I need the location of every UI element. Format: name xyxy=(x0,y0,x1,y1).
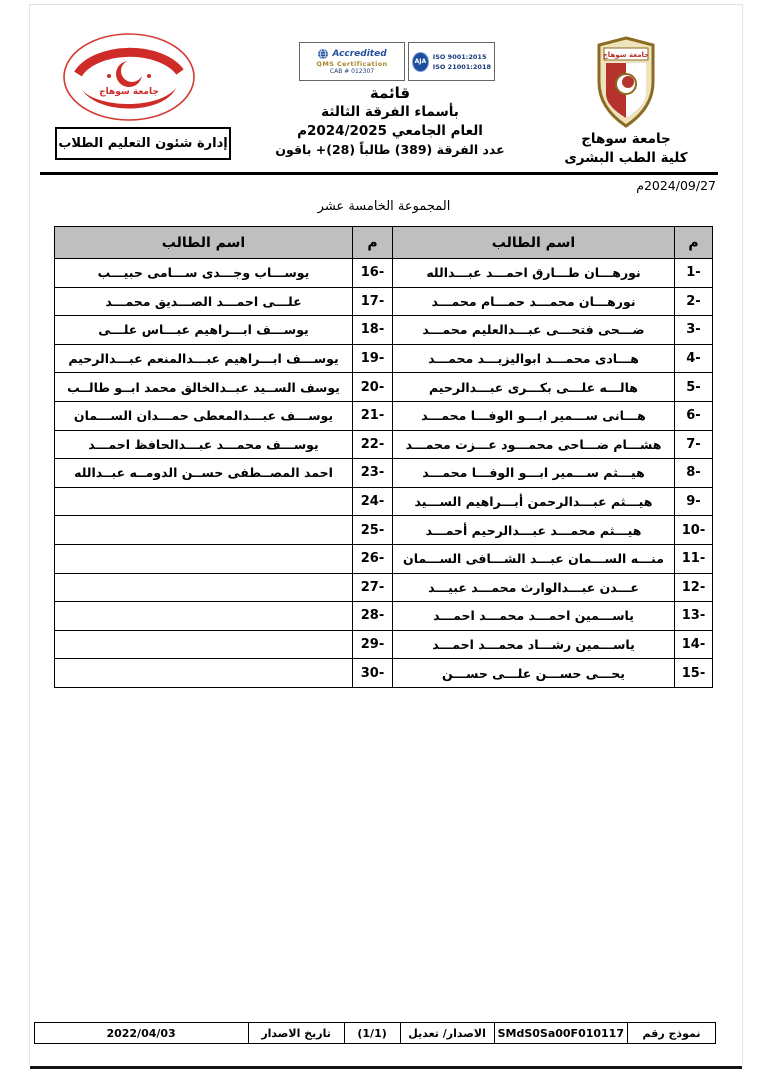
table-row xyxy=(55,630,713,659)
student-name: هـــادى محمـــد ابواليزيـــد محمـــد xyxy=(393,344,675,373)
iso-9001-label: ISO 9001:2015 xyxy=(432,52,487,61)
table-row xyxy=(55,659,713,688)
student-name: نورهـــان محمـــد حمـــام محمـــد xyxy=(393,287,675,316)
student-number: 18- xyxy=(353,316,393,345)
page-edge xyxy=(29,4,30,1066)
student-number: 20- xyxy=(353,373,393,402)
certification-logos xyxy=(299,42,495,81)
issue-value: (1/1) xyxy=(344,1023,400,1044)
group-title: المجموعة الخامسة عشر xyxy=(317,199,451,214)
faculty-shield-logo xyxy=(594,36,658,128)
table-row xyxy=(55,344,713,373)
issue-date-label: تاريخ الاصدار xyxy=(248,1023,344,1044)
student-name: يوســـف ابـــراهيم عبـــدالمنعم عبـــدالرحيم xyxy=(55,344,353,373)
student-name xyxy=(55,630,353,659)
student-number: 15- xyxy=(675,659,713,688)
student-name: يوســـف ابـــراهيم عبـــاس علـــى xyxy=(55,316,353,345)
page-edge xyxy=(29,4,743,5)
student-number: 17- xyxy=(353,287,393,316)
student-name: نورهـــان طـــارق احمـــد عبـــدالله xyxy=(393,259,675,288)
document-heading xyxy=(262,84,518,157)
student-number: 1- xyxy=(675,259,713,288)
student-number: 25- xyxy=(353,516,393,545)
document-date: 2024/09/27م xyxy=(636,178,716,193)
form-code: SMdS0Sa00F010117 xyxy=(494,1023,627,1044)
student-number: 19- xyxy=(353,344,393,373)
student-number: 14- xyxy=(675,630,713,659)
student-name: هـــانى ســـمير ابـــو الوفـــا محمـــد xyxy=(393,401,675,430)
student-number: 22- xyxy=(353,430,393,459)
table-row xyxy=(55,544,713,573)
table-row xyxy=(55,287,713,316)
student-number: 27- xyxy=(353,573,393,602)
student-name: عـــدن عبـــدالوارث محمـــد عبيـــد xyxy=(393,573,675,602)
student-name: يوسف الســيد عبــدالخالق محمد ابــو طالــب xyxy=(55,373,353,402)
student-name: احمد المصــطفى حســن الدومــه عبــدالله xyxy=(55,459,353,488)
student-number: 23- xyxy=(353,459,393,488)
student-name: ياســـمين احمـــد محمـــد احمـــد xyxy=(393,602,675,631)
organization-block xyxy=(550,36,702,166)
col-header-number: م xyxy=(353,227,393,259)
iso-21001-label: ISO 21001:2018 xyxy=(432,62,491,71)
table-row xyxy=(55,430,713,459)
student-name: يحـــى حســـن علـــى حســـن xyxy=(393,659,675,688)
student-name: ضـــحى فتحـــى عبـــدالعليم محمـــد xyxy=(393,316,675,345)
page-edge xyxy=(742,4,743,1066)
student-name: هشـــام ضـــاحى محمـــود عـــزت محمـــد xyxy=(393,430,675,459)
student-name: هيـــثم محمـــد عبـــدالرحيم أحمـــد xyxy=(393,516,675,545)
table-row xyxy=(55,259,713,288)
col-header-name: اسم الطالب xyxy=(393,227,675,259)
issue-label: الاصدار/ تعديل xyxy=(400,1023,494,1044)
table-row xyxy=(55,401,713,430)
student-number: 10- xyxy=(675,516,713,545)
student-number: 4- xyxy=(675,344,713,373)
student-name: علـــى احمـــد الصـــديق محمـــد xyxy=(55,287,353,316)
student-number: 7- xyxy=(675,430,713,459)
student-number: 16- xyxy=(353,259,393,288)
student-number: 2- xyxy=(675,287,713,316)
student-number: 30- xyxy=(353,659,393,688)
student-name: هيـــثم عبـــدالرحمن أبـــراهيم الســـيد xyxy=(393,487,675,516)
shield-text: جامعة سوهاج xyxy=(602,51,650,59)
aja-iso-logo xyxy=(408,42,495,81)
table-row xyxy=(55,573,713,602)
student-number: 13- xyxy=(675,602,713,631)
department-label: إدارة شئون التعليم الطلاب xyxy=(58,136,228,151)
university-name: جامعة سوهاج xyxy=(581,131,671,147)
student-name: يوســـف عبـــدالمعطى حمـــدان الســـمان xyxy=(55,401,353,430)
header-divider xyxy=(40,172,718,175)
student-number: 21- xyxy=(353,401,393,430)
student-number: 28- xyxy=(353,602,393,631)
table-row xyxy=(55,487,713,516)
page-bottom-rule xyxy=(30,1066,742,1069)
student-name xyxy=(55,487,353,516)
student-number: 5- xyxy=(675,373,713,402)
student-name xyxy=(55,602,353,631)
globe-icon xyxy=(317,48,329,60)
qms-certification-label: QMS Certification xyxy=(316,60,388,68)
table-row xyxy=(55,373,713,402)
student-name: يوســـاب وجـــدى ســـامى حبيـــب xyxy=(55,259,353,288)
sohag-university-seal-logo xyxy=(62,32,196,122)
student-name: ياســـمين رشـــاد محمـــد احمـــد xyxy=(393,630,675,659)
table-row xyxy=(55,602,713,631)
seal-text: جامعة سوهاج xyxy=(99,87,159,97)
department-box xyxy=(55,127,231,160)
student-number: 8- xyxy=(675,459,713,488)
form-footer xyxy=(34,1022,716,1044)
accredited-label: Accredited xyxy=(332,49,387,59)
student-number: 3- xyxy=(675,316,713,345)
form-number-label: نموذج رقم xyxy=(628,1023,716,1044)
doc-title: قائمة xyxy=(369,84,411,102)
student-name: هالـــه علـــى بكـــرى عبـــدالرحيم xyxy=(393,373,675,402)
student-name xyxy=(55,573,353,602)
student-name xyxy=(55,544,353,573)
cab-number-label: CAB # 012307 xyxy=(329,68,375,75)
table-row xyxy=(55,316,713,345)
table-row xyxy=(55,459,713,488)
student-number: 24- xyxy=(353,487,393,516)
student-number: 11- xyxy=(675,544,713,573)
student-name: يوســـف محمـــد عبـــدالحافظ احمـــد xyxy=(55,430,353,459)
table-header-row xyxy=(55,227,713,259)
qms-accreditation-logo xyxy=(299,42,405,81)
student-number: 6- xyxy=(675,401,713,430)
student-name: منـــه الســـمان عبـــد الشـــافى الســـمان xyxy=(393,544,675,573)
col-header-number: م xyxy=(675,227,713,259)
student-number: 9- xyxy=(675,487,713,516)
student-number: 29- xyxy=(353,630,393,659)
student-name xyxy=(55,516,353,545)
faculty-name: كلية الطب البشرى xyxy=(564,150,688,166)
table-row xyxy=(55,516,713,545)
student-number: 12- xyxy=(675,573,713,602)
issue-date-value: 2022/04/03 xyxy=(34,1023,248,1044)
aja-globe-icon xyxy=(412,52,429,72)
student-name: هيـــثم ســـمير ابـــو الوفـــا محمـــد xyxy=(393,459,675,488)
col-header-name: اسم الطالب xyxy=(55,227,353,259)
student-name xyxy=(55,659,353,688)
doc-subtitle: بأسماء الفرقة الثالثة xyxy=(321,104,459,120)
student-count: عدد الفرقة (389) طالباً ‎+(28)‎ باقون xyxy=(275,142,505,157)
academic-year: العام الجامعي 2024/2025م xyxy=(297,123,483,139)
aja-label: AJA xyxy=(414,58,427,65)
student-number: 26- xyxy=(353,544,393,573)
form-footer-row xyxy=(34,1023,715,1044)
students-table xyxy=(54,226,713,688)
